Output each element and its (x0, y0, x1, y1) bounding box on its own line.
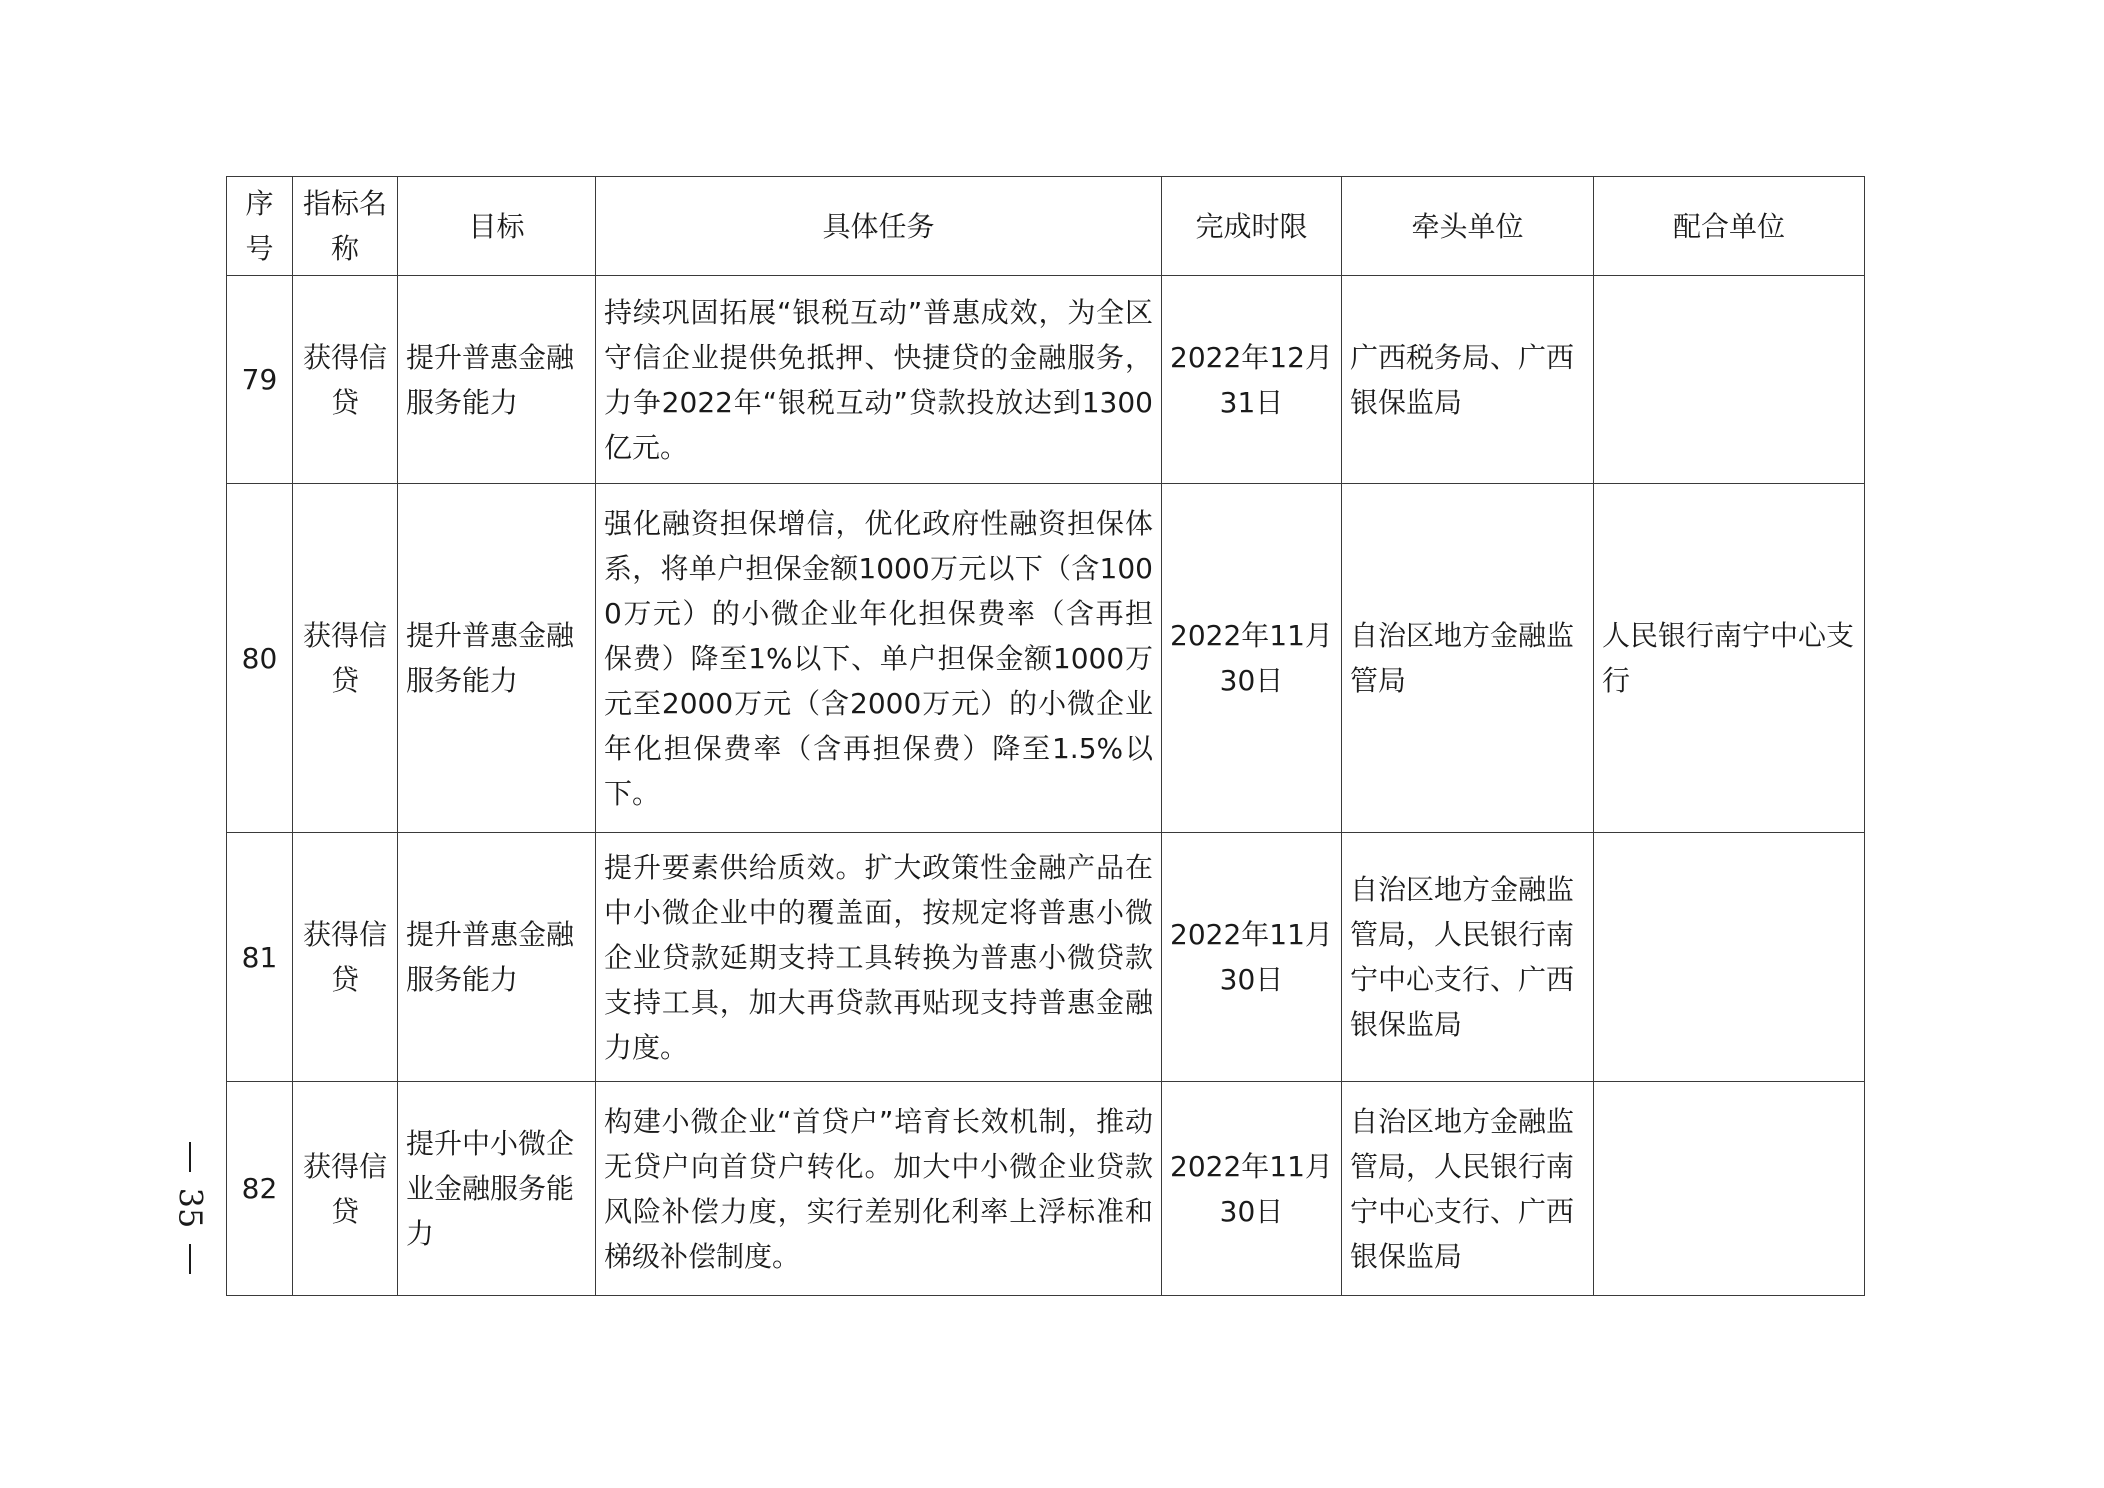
cell-goal: 提升普惠金融服务能力 (398, 276, 596, 484)
cell-deadline: 2022年11月30日 (1162, 833, 1342, 1082)
cell-support-unit (1594, 276, 1865, 484)
cell-support-unit (1594, 1082, 1865, 1296)
cell-lead-unit: 自治区地方金融监管局 (1342, 484, 1594, 833)
header-number: 序号 (227, 177, 293, 276)
cell-indicator: 获得信贷 (293, 833, 398, 1082)
cell-number: 79 (227, 276, 293, 484)
page-number-dash-bottom (189, 1244, 191, 1274)
task-table (226, 176, 1865, 1296)
header-deadline: 完成时限 (1162, 177, 1342, 276)
table-header-row (227, 177, 1865, 276)
cell-task: 强化融资担保增信，优化政府性融资担保体系，将单户担保金额1000万元以下（含1000万元）的小微企业年化担保费率（含再担保费）降至1%以下、单户担保金额1000万元至2000万元（含2000万元）的小微企业年化担保费率（含再担保费）降至1.5%以下。 (596, 484, 1162, 833)
cell-task: 提升要素供给质效。扩大政策性金融产品在中小微企业中的覆盖面，按规定将普惠小微企业贷款延期支持工具转换为普惠小微贷款支持工具，加大再贷款再贴现支持普惠金融力度。 (596, 833, 1162, 1082)
table-row (227, 276, 1865, 484)
cell-deadline: 2022年11月30日 (1162, 484, 1342, 833)
table-row (227, 1082, 1865, 1296)
cell-goal: 提升中小微企业金融服务能力 (398, 1082, 596, 1296)
cell-support-unit (1594, 833, 1865, 1082)
header-goal: 目标 (398, 177, 596, 276)
cell-number: 80 (227, 484, 293, 833)
header-lead-unit: 牵头单位 (1342, 177, 1594, 276)
cell-number: 82 (227, 1082, 293, 1296)
cell-goal: 提升普惠金融服务能力 (398, 484, 596, 833)
cell-deadline: 2022年11月30日 (1162, 1082, 1342, 1296)
cell-indicator: 获得信贷 (293, 1082, 398, 1296)
page-number-dash-top (189, 1142, 191, 1172)
cell-task: 持续巩固拓展“银税互动”普惠成效，为全区守信企业提供免抵押、快捷贷的金融服务，力争2022年“银税互动”贷款投放达到1300亿元。 (596, 276, 1162, 484)
header-support-unit: 配合单位 (1594, 177, 1865, 276)
cell-number: 81 (227, 833, 293, 1082)
cell-deadline: 2022年12月31日 (1162, 276, 1342, 484)
cell-lead-unit: 自治区地方金融监管局，人民银行南宁中心支行、广西银保监局 (1342, 1082, 1594, 1296)
cell-goal: 提升普惠金融服务能力 (398, 833, 596, 1082)
cell-support-unit: 人民银行南宁中心支行 (1594, 484, 1865, 833)
cell-indicator: 获得信贷 (293, 276, 398, 484)
header-indicator: 指标名称 (293, 177, 398, 276)
cell-lead-unit: 广西税务局、广西银保监局 (1342, 276, 1594, 484)
table-row (227, 833, 1865, 1082)
cell-lead-unit: 自治区地方金融监管局，人民银行南宁中心支行、广西银保监局 (1342, 833, 1594, 1082)
page-number (170, 1142, 210, 1274)
header-task: 具体任务 (596, 177, 1162, 276)
cell-task: 构建小微企业“首贷户”培育长效机制，推动无贷户向首贷户转化。加大中小微企业贷款风险补偿力度，实行差别化利率上浮标准和梯级补偿制度。 (596, 1082, 1162, 1296)
table-row (227, 484, 1865, 833)
page-number-text: 35 (171, 1187, 209, 1229)
cell-indicator: 获得信贷 (293, 484, 398, 833)
